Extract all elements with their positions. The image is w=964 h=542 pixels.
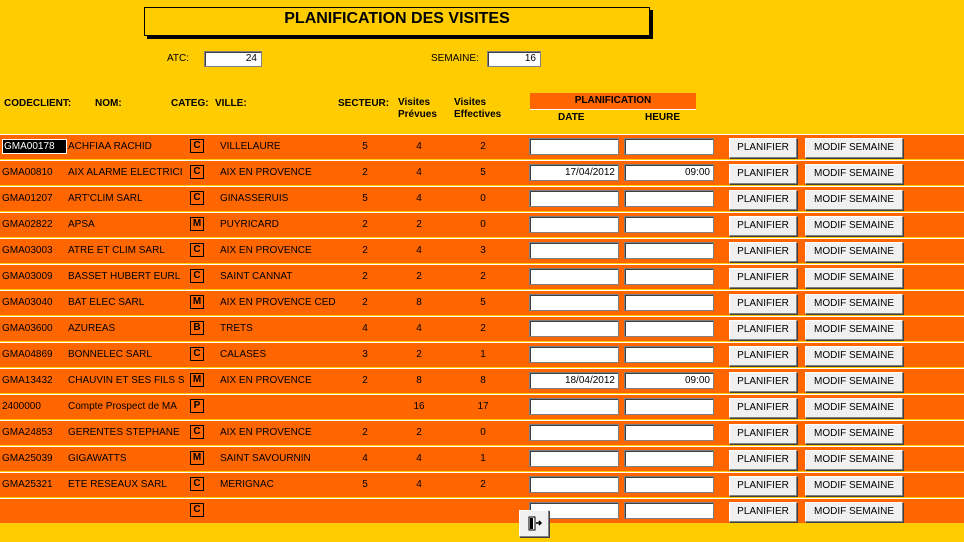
table-row <box>0 498 964 523</box>
client-city: SAINT SAVOURNIN <box>220 453 311 464</box>
modif-semaine-button[interactable]: MODIF SEMAINE <box>805 450 903 470</box>
table-row <box>0 472 964 497</box>
header-codeclient: CODECLIENT: <box>4 98 72 109</box>
client-name: CHAUVIN ET SES FILS S <box>68 375 185 386</box>
category-badge: C <box>190 477 204 491</box>
client-name: BAT ELEC SARL <box>68 297 145 308</box>
page-title: PLANIFICATION DES VISITES <box>144 7 650 36</box>
header-visites-prevues-2: Prévues <box>398 109 437 120</box>
planned-visits: 2 <box>416 427 422 438</box>
planification-divider <box>530 109 696 110</box>
client-code[interactable]: GMA25321 <box>2 479 53 490</box>
time-input[interactable] <box>624 346 714 363</box>
planned-visits: 4 <box>416 453 422 464</box>
modif-semaine-button[interactable]: MODIF SEMAINE <box>805 398 903 418</box>
client-code[interactable]: GMA04869 <box>2 349 53 360</box>
header-categ: CATEG: <box>171 98 209 109</box>
client-name: BASSET HUBERT EURL <box>68 271 181 282</box>
time-input[interactable] <box>624 294 714 311</box>
date-input[interactable] <box>529 476 619 493</box>
client-city: GINASSERUIS <box>220 193 289 204</box>
date-input[interactable] <box>529 320 619 337</box>
header-planification: PLANIFICATION <box>530 93 696 109</box>
client-city: PUYRICARD <box>220 219 279 230</box>
table-row <box>0 264 964 289</box>
effective-visits: 2 <box>480 323 486 334</box>
modif-semaine-button[interactable]: MODIF SEMAINE <box>805 502 903 522</box>
planifier-button[interactable]: PLANIFIER <box>729 138 797 158</box>
sector-value: 4 <box>362 453 368 464</box>
time-input[interactable] <box>624 268 714 285</box>
table-row <box>0 134 964 159</box>
modif-semaine-button[interactable]: MODIF SEMAINE <box>805 190 903 210</box>
category-badge: M <box>190 217 204 231</box>
planned-visits: 2 <box>416 219 422 230</box>
planned-visits: 8 <box>416 297 422 308</box>
sector-value: 2 <box>362 219 368 230</box>
date-input[interactable] <box>529 398 619 415</box>
planned-visits: 4 <box>416 141 422 152</box>
table-row <box>0 394 964 419</box>
client-name: ETE RESEAUX SARL <box>68 479 167 490</box>
client-name: AIX ALARME ELECTRICI <box>68 167 183 178</box>
semaine-field[interactable]: 16 <box>487 51 541 67</box>
sector-value: 2 <box>362 297 368 308</box>
planifier-button[interactable]: PLANIFIER <box>729 190 797 210</box>
date-input[interactable] <box>529 268 619 285</box>
client-code[interactable]: 2400000 <box>2 401 41 412</box>
planifier-button[interactable]: PLANIFIER <box>729 502 797 522</box>
effective-visits: 1 <box>480 453 486 464</box>
modif-semaine-button[interactable]: MODIF SEMAINE <box>805 164 903 184</box>
table-row <box>0 290 964 315</box>
planned-visits: 2 <box>416 271 422 282</box>
planifier-button[interactable]: PLANIFIER <box>729 450 797 470</box>
client-code[interactable]: GMA03040 <box>2 297 53 308</box>
modif-semaine-button[interactable]: MODIF SEMAINE <box>805 268 903 288</box>
table-row <box>0 160 964 185</box>
date-input[interactable] <box>529 346 619 363</box>
sector-value: 3 <box>362 349 368 360</box>
time-input[interactable] <box>624 190 714 207</box>
semaine-label: SEMAINE: <box>431 53 479 64</box>
sector-value: 5 <box>362 479 368 490</box>
planned-visits: 4 <box>416 245 422 256</box>
client-name: AZUREAS <box>68 323 116 334</box>
client-name: BONNELEC SARL <box>68 349 152 360</box>
client-code[interactable]: GMA03009 <box>2 271 53 282</box>
time-input[interactable] <box>624 216 714 233</box>
planifier-button[interactable]: PLANIFIER <box>729 372 797 392</box>
table-row <box>0 420 964 445</box>
client-city: AIX EN PROVENCE <box>220 427 312 438</box>
planned-visits: 4 <box>416 479 422 490</box>
category-badge: M <box>190 295 204 309</box>
client-name: ATRE ET CLIM SARL <box>68 245 165 256</box>
time-input[interactable] <box>624 320 714 337</box>
planifier-button[interactable]: PLANIFIER <box>729 476 797 496</box>
planifier-button[interactable]: PLANIFIER <box>729 242 797 262</box>
modif-semaine-button[interactable]: MODIF SEMAINE <box>805 242 903 262</box>
date-input[interactable] <box>529 450 619 467</box>
sector-value: 2 <box>362 375 368 386</box>
planifier-button[interactable]: PLANIFIER <box>729 294 797 314</box>
category-badge: C <box>190 269 204 283</box>
header-ville: VILLE: <box>215 98 247 109</box>
date-input[interactable] <box>529 138 619 155</box>
category-badge: P <box>190 399 204 413</box>
client-code[interactable]: GMA03003 <box>2 245 53 256</box>
effective-visits: 2 <box>480 141 486 152</box>
effective-visits: 5 <box>480 297 486 308</box>
sector-value: 2 <box>362 427 368 438</box>
category-badge: C <box>190 425 204 439</box>
effective-visits: 5 <box>480 167 486 178</box>
effective-visits: 2 <box>480 271 486 282</box>
table-row <box>0 446 964 471</box>
atc-label: ATC: <box>167 53 190 64</box>
effective-visits: 0 <box>480 427 486 438</box>
planifier-button[interactable]: PLANIFIER <box>729 320 797 340</box>
category-badge: C <box>190 243 204 257</box>
exit-door-icon <box>520 511 548 536</box>
planned-visits: 4 <box>416 323 422 334</box>
planifier-button[interactable]: PLANIFIER <box>729 424 797 444</box>
effective-visits: 8 <box>480 375 486 386</box>
header-visites-prevues-1: Visites <box>398 97 431 108</box>
planifier-button[interactable]: PLANIFIER <box>729 346 797 366</box>
client-city: AIX EN PROVENCE <box>220 375 312 386</box>
category-badge: C <box>190 139 204 153</box>
header-secteur: SECTEUR: <box>338 98 390 109</box>
table-row <box>0 316 964 341</box>
category-badge: B <box>190 321 204 335</box>
client-name: Compte Prospect de MA <box>68 401 177 412</box>
time-input[interactable] <box>624 476 714 493</box>
client-city: TRETS <box>220 323 253 334</box>
category-badge: C <box>190 165 204 179</box>
client-name: GIGAWATTS <box>68 453 127 464</box>
date-input[interactable] <box>529 294 619 311</box>
date-input[interactable] <box>529 424 619 441</box>
sector-value: 4 <box>362 323 368 334</box>
client-list <box>0 134 964 517</box>
client-code[interactable]: GMA00178 <box>2 139 67 154</box>
client-code[interactable]: GMA13432 <box>2 375 53 386</box>
header-heure: HEURE <box>645 112 681 123</box>
planifier-button[interactable]: PLANIFIER <box>729 268 797 288</box>
client-code[interactable]: GMA24853 <box>2 427 53 438</box>
planned-visits: 16 <box>413 401 425 412</box>
client-code[interactable]: GMA01207 <box>2 193 53 204</box>
time-input[interactable] <box>624 398 714 415</box>
sector-value: 2 <box>362 271 368 282</box>
planifier-button[interactable]: PLANIFIER <box>729 164 797 184</box>
sector-value: 2 <box>362 245 368 256</box>
header-nom: NOM: <box>95 98 122 109</box>
client-city: AIX EN PROVENCE CED <box>220 297 336 308</box>
effective-visits: 17 <box>477 401 489 412</box>
sector-value: 5 <box>362 193 368 204</box>
client-city: AIX EN PROVENCE <box>220 167 312 178</box>
category-badge: C <box>190 191 204 205</box>
modif-semaine-button[interactable]: MODIF SEMAINE <box>805 424 903 444</box>
client-city: VILLELAURE <box>220 141 281 152</box>
client-code[interactable]: GMA03600 <box>2 323 53 334</box>
planifier-button[interactable]: PLANIFIER <box>729 398 797 418</box>
table-row <box>0 186 964 211</box>
effective-visits: 0 <box>480 193 486 204</box>
planned-visits: 8 <box>416 375 422 386</box>
date-input[interactable] <box>529 190 619 207</box>
atc-field[interactable]: 24 <box>204 51 262 67</box>
modif-semaine-button[interactable]: MODIF SEMAINE <box>805 346 903 366</box>
date-input[interactable]: 17/04/2012 <box>529 164 619 181</box>
modif-semaine-button[interactable]: MODIF SEMAINE <box>805 216 903 236</box>
client-name: APSA <box>68 219 95 230</box>
header-visites-effectives-2: Effectives <box>454 109 502 120</box>
category-badge: M <box>190 451 204 465</box>
date-input[interactable] <box>529 216 619 233</box>
modif-semaine-button[interactable]: MODIF SEMAINE <box>805 294 903 314</box>
category-badge: M <box>190 373 204 387</box>
client-code[interactable]: GMA00810 <box>2 167 53 178</box>
modif-semaine-button[interactable]: MODIF SEMAINE <box>805 138 903 158</box>
date-input[interactable] <box>529 242 619 259</box>
time-input[interactable] <box>624 242 714 259</box>
effective-visits: 1 <box>480 349 486 360</box>
table-row <box>0 368 964 393</box>
header-date: DATE <box>558 112 585 123</box>
client-name: GERENTES STEPHANE <box>68 427 180 438</box>
client-city: MERIGNAC <box>220 479 274 490</box>
planned-visits: 4 <box>416 167 422 178</box>
time-input[interactable] <box>624 502 714 519</box>
planned-visits: 4 <box>416 193 422 204</box>
category-badge: C <box>190 347 204 361</box>
effective-visits: 2 <box>480 479 486 490</box>
client-name: ART'CLIM SARL <box>68 193 143 204</box>
sector-value: 5 <box>362 141 368 152</box>
time-input[interactable]: 09:00 <box>624 164 714 181</box>
time-input[interactable] <box>624 424 714 441</box>
planned-visits: 2 <box>416 349 422 360</box>
client-code[interactable]: GMA25039 <box>2 453 53 464</box>
category-badge: C <box>190 503 204 517</box>
sector-value: 2 <box>362 167 368 178</box>
time-input[interactable] <box>624 138 714 155</box>
client-city: SAINT CANNAT <box>220 271 293 282</box>
modif-semaine-button[interactable]: MODIF SEMAINE <box>805 320 903 340</box>
planifier-button[interactable]: PLANIFIER <box>729 216 797 236</box>
date-input[interactable]: 18/04/2012 <box>529 372 619 389</box>
table-row <box>0 238 964 263</box>
modif-semaine-button[interactable]: MODIF SEMAINE <box>805 476 903 496</box>
time-input[interactable]: 09:00 <box>624 372 714 389</box>
effective-visits: 0 <box>480 219 486 230</box>
header-visites-effectives-1: Visites <box>454 97 487 108</box>
client-city: AIX EN PROVENCE <box>220 245 312 256</box>
client-code[interactable]: GMA02822 <box>2 219 53 230</box>
time-input[interactable] <box>624 450 714 467</box>
effective-visits: 3 <box>480 245 486 256</box>
client-name: ACHFIAA RACHID <box>68 141 152 152</box>
client-city: CALASES <box>220 349 267 360</box>
table-row <box>0 342 964 367</box>
table-row <box>0 212 964 237</box>
exit-button[interactable] <box>519 510 549 537</box>
modif-semaine-button[interactable]: MODIF SEMAINE <box>805 372 903 392</box>
